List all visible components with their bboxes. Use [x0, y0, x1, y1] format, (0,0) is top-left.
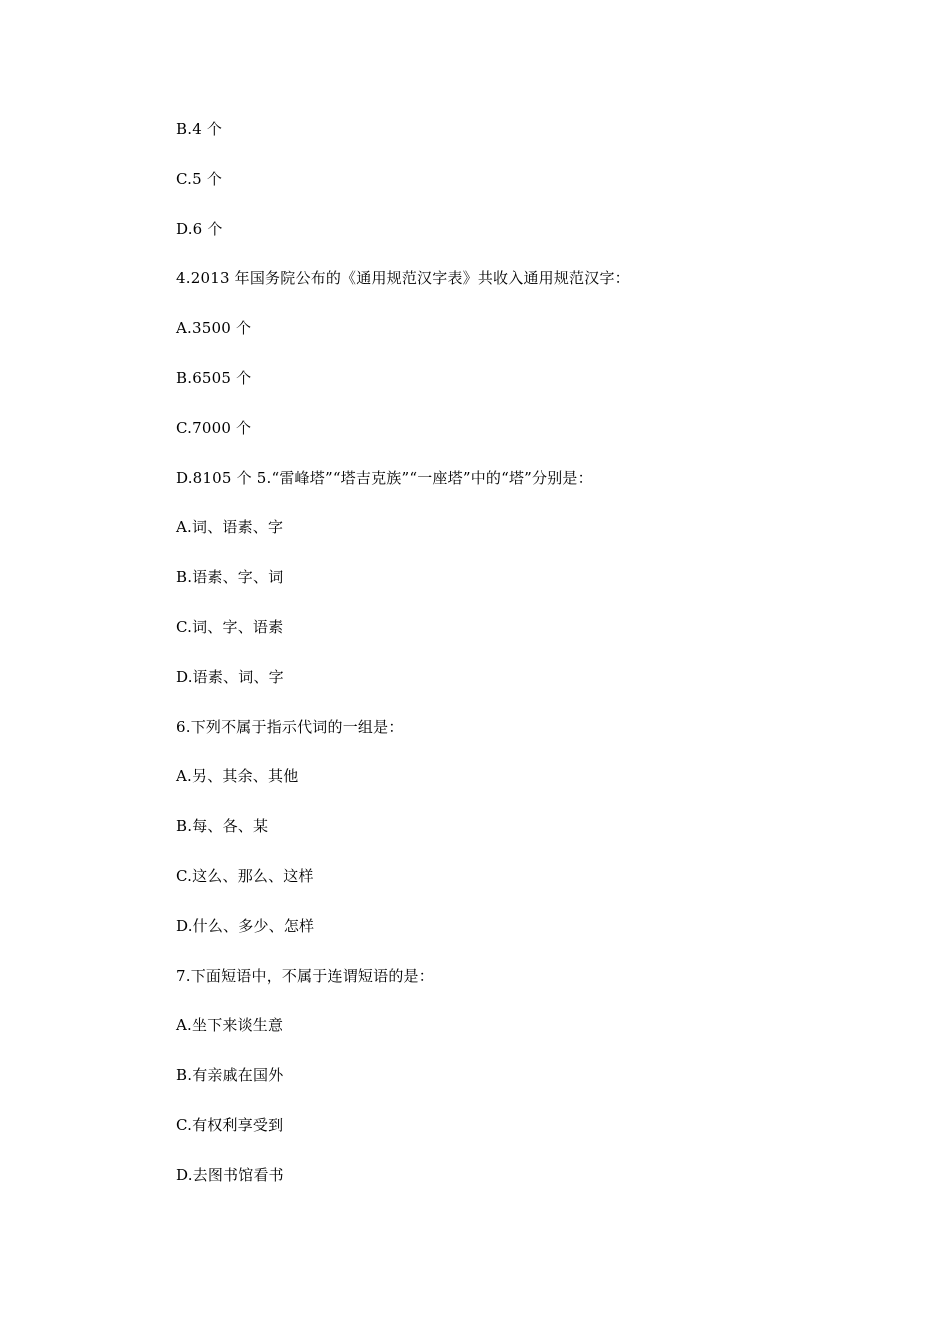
- option-d-q3: D.6 个: [176, 219, 223, 238]
- option-d-q6: D.什么、多少、怎样: [176, 916, 315, 935]
- question-6: 6.下列不属于指示代词的一组是：: [176, 717, 404, 736]
- option-a-q5: A.词、语素、字: [176, 518, 284, 537]
- option-c-q3: C.5 个: [176, 169, 223, 188]
- option-d-q4-and-question-5: D.8105 个 5.“雷峰塔”“塔吉克族”“一座塔”中的“塔”分别是：: [176, 468, 593, 487]
- option-d-q7: D.去图书馆看书: [176, 1165, 284, 1184]
- option-b-q4: B.6505 个: [176, 368, 252, 387]
- question-text-block: [176, 116, 896, 1212]
- option-b-q6: B.每、各、某: [176, 817, 269, 836]
- option-a-q4: A.3500 个: [176, 319, 252, 338]
- option-c-q6: C.这么、那么、这样: [176, 866, 314, 885]
- option-b-q7: B.有亲戚在国外: [176, 1066, 284, 1085]
- option-c-q7: C.有权利享受到: [176, 1115, 284, 1134]
- option-c-q4: C.7000 个: [176, 418, 252, 437]
- option-d-q5: D.语素、词、字: [176, 667, 284, 686]
- option-c-q5: C.词、字、语素: [176, 617, 284, 636]
- option-b-q5: B.语素、字、词: [176, 568, 284, 587]
- question-7: 7.下面短语中，不属于连谓短语的是：: [176, 966, 434, 985]
- option-b-q3: B.4 个: [176, 120, 223, 138]
- question-4: 4.2013 年国务院公布的《通用规范汉字表》共收入通用规范汉字：: [176, 269, 630, 288]
- option-a-q7: A.坐下来谈生意: [176, 1016, 284, 1035]
- option-a-q6: A.另、其余、其他: [176, 767, 299, 786]
